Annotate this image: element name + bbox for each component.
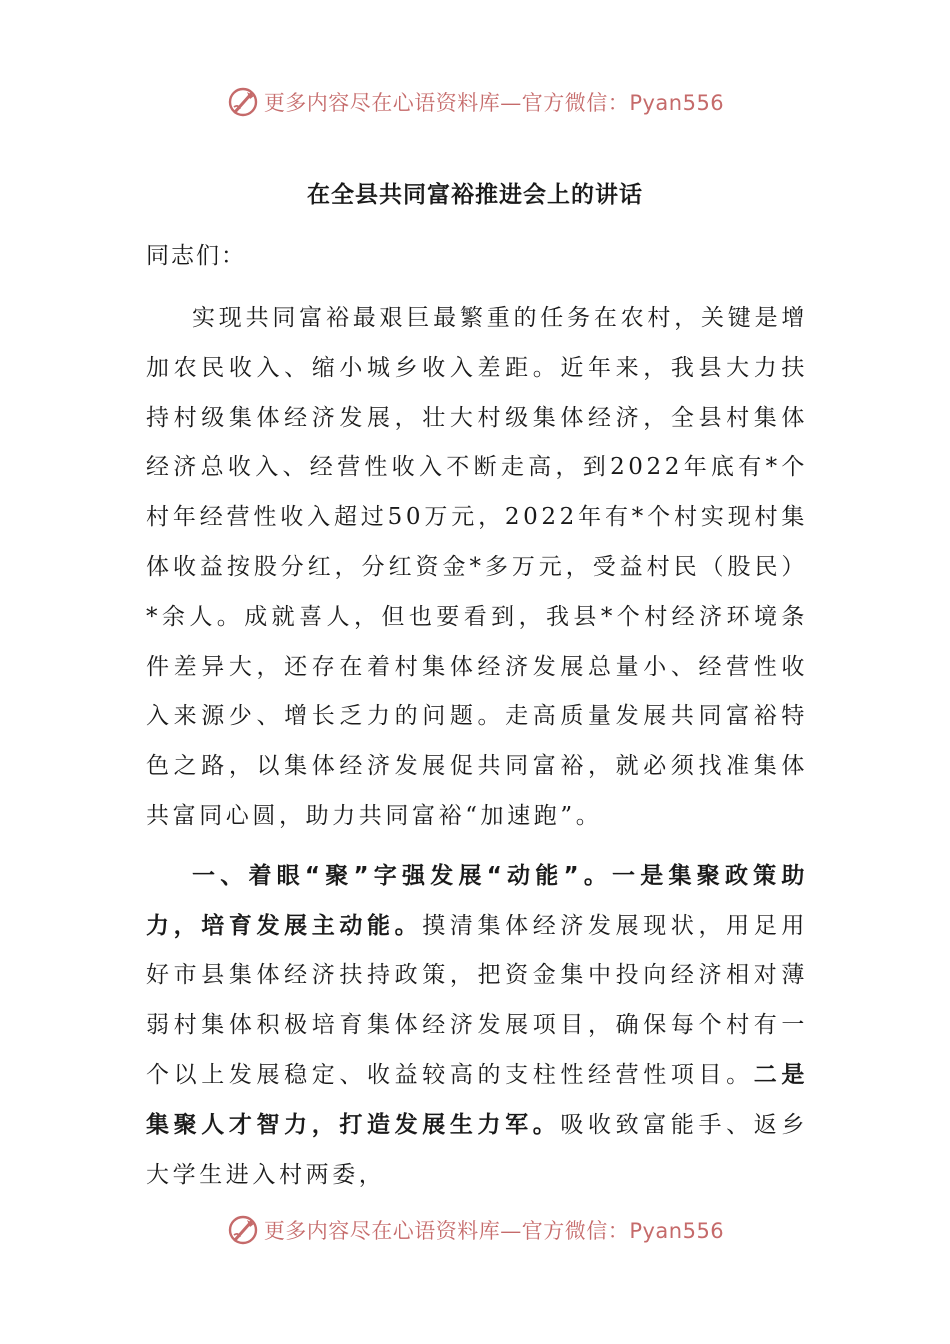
watermark-text: 更多内容尽在心语资料库—官方微信：Pyan556 [263, 1219, 725, 1243]
pen-in-circle-icon [226, 1213, 260, 1247]
paragraph-intro: 实现共同富裕最艰巨最繁重的任务在农村，关键是增加农民收入、缩小城乡收入差距。近年来，我县大力扶持村级集体经济发展，壮大村级集体经济，全县村集体经济总收入、经营性收入不断走高，到2022年底有*个村年经营性收入超过50万元，2022年有*个村实现村集体收益按股分红，分红资金*多万元，受益村民（股民）*余人。成就喜人，但也要看到，我县*个村经济环境条件差异大，还存在着村集体经济发展总量小、经营性收入来源少、增长乏力的问题。走高质量发展共同富裕特色之路，以集体经济发展促共同富裕，就必须找准集体共富同心圆，助力共同富裕“加速跑”。 [146, 305, 808, 829]
watermark-text: 更多内容尽在心语资料库—官方微信：Pyan556 [263, 91, 725, 115]
subpoint-two-heading: 二是集聚人才智力，打造发展生力军。 [146, 1061, 809, 1138]
paragraph-section-one [146, 852, 808, 1201]
document-body [146, 236, 808, 1200]
subpoint-two-text: 吸收致富能手、返乡大学生进入村两委， [146, 1111, 808, 1188]
subpoint-one-heading: 一是集聚政策助力，培育发展主动能。 [146, 862, 808, 939]
pen-in-circle-icon [226, 85, 260, 119]
salutation: 同志们： [146, 243, 246, 269]
footer-watermark-banner [0, 1208, 950, 1252]
header-watermark-banner [0, 80, 950, 124]
document-title: 在全县共同富裕推进会上的讲话 [307, 182, 643, 208]
section-heading: 一、着眼“聚”字强发展“动能”。 [192, 862, 613, 889]
subpoint-one-text: 摸清集体经济发展现状，用足用好市县集体经济扶持政策，把资金集中投向经济相对薄弱村集体积极培育集体经济发展项目，确保每个村有一个以上发展稳定、收益较高的支柱性经营性项目。 [146, 912, 809, 1088]
